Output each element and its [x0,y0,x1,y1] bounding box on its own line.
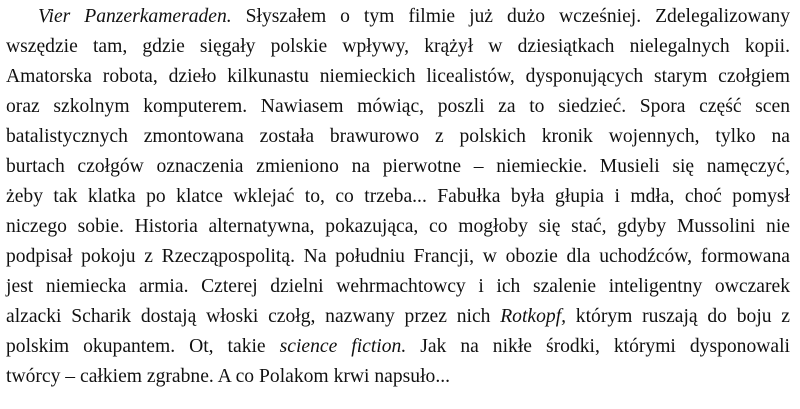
text-segment: niczego sobie. Historia alternatywna, pokazująca, co mogłoby się stać, gdyby Mussolini nie [6,216,790,237]
text-segment: Słyszałem o tym filmie już dużo wcześniej. Zdelegalizowany [231,6,791,27]
text-segment: polskim okupantem. Ot, takie [6,336,280,357]
text-line-1 [38,2,790,32]
text-segment: alzacki Scharik dostają włoski czołg, nazwany przez nich [6,306,501,327]
text-segment: twórcy – całkiem zgrabne. A co Polakom krwi napsuło... [6,366,451,387]
text-line-8 [6,212,790,242]
text-segment: burtach czołgów oznaczenia zmieniono na pierwotne – niemieckie. Musieli się namęczyć, [6,156,790,177]
text-line-13 [6,362,790,392]
text-line-11 [6,302,790,332]
text-segment: batalistycznych zmontowana została brawurowo z polskich kronik wojennych, tylko na [6,126,790,147]
text-line-5 [6,122,790,152]
text-segment: Vier Panzerkameraden. [38,6,232,27]
text-line-9 [6,242,790,272]
text-segment: Amatorska robota, dzieło kilkunastu niemieckich licealistów, dysponujących starym czołgiem [6,66,790,87]
text-line-7 [6,182,790,212]
text-line-6 [6,152,790,182]
text-segment: Jak na nikłe środki, którymi dysponowali [406,336,791,357]
text-line-4 [6,92,790,122]
text-line-3 [6,62,790,92]
text-segment: żeby tak klatka po klatce wklejać to, co trzeba... Fabułka była głupia i mdła, choć pomysł [6,186,790,207]
text-line-10 [6,272,790,302]
text-segment: Rotkopf, [500,306,567,327]
text-segment: podpisał pokoju z Rzecząpospolitą. Na południu Francji, w obozie dla uchodźców, formowana [6,246,790,267]
text-segment: science fiction. [279,336,407,357]
text-line-12 [6,332,790,362]
text-line-2 [6,32,790,62]
text-segment: wszędzie tam, gdzie sięgały polskie wpływy, krążył w dziesiątkach nielegalnych kopii. [6,36,790,57]
text-segment: jest niemiecka armia. Czterej dzielni wehrmachtowcy i ich szalenie inteligentny owczarek [6,276,790,297]
text-segment: oraz szkolnym komputerem. Nawiasem mówiąc, poszli za to siedzieć. Spora część scen [6,96,790,117]
text-segment: którym ruszają do boju z [566,306,791,327]
